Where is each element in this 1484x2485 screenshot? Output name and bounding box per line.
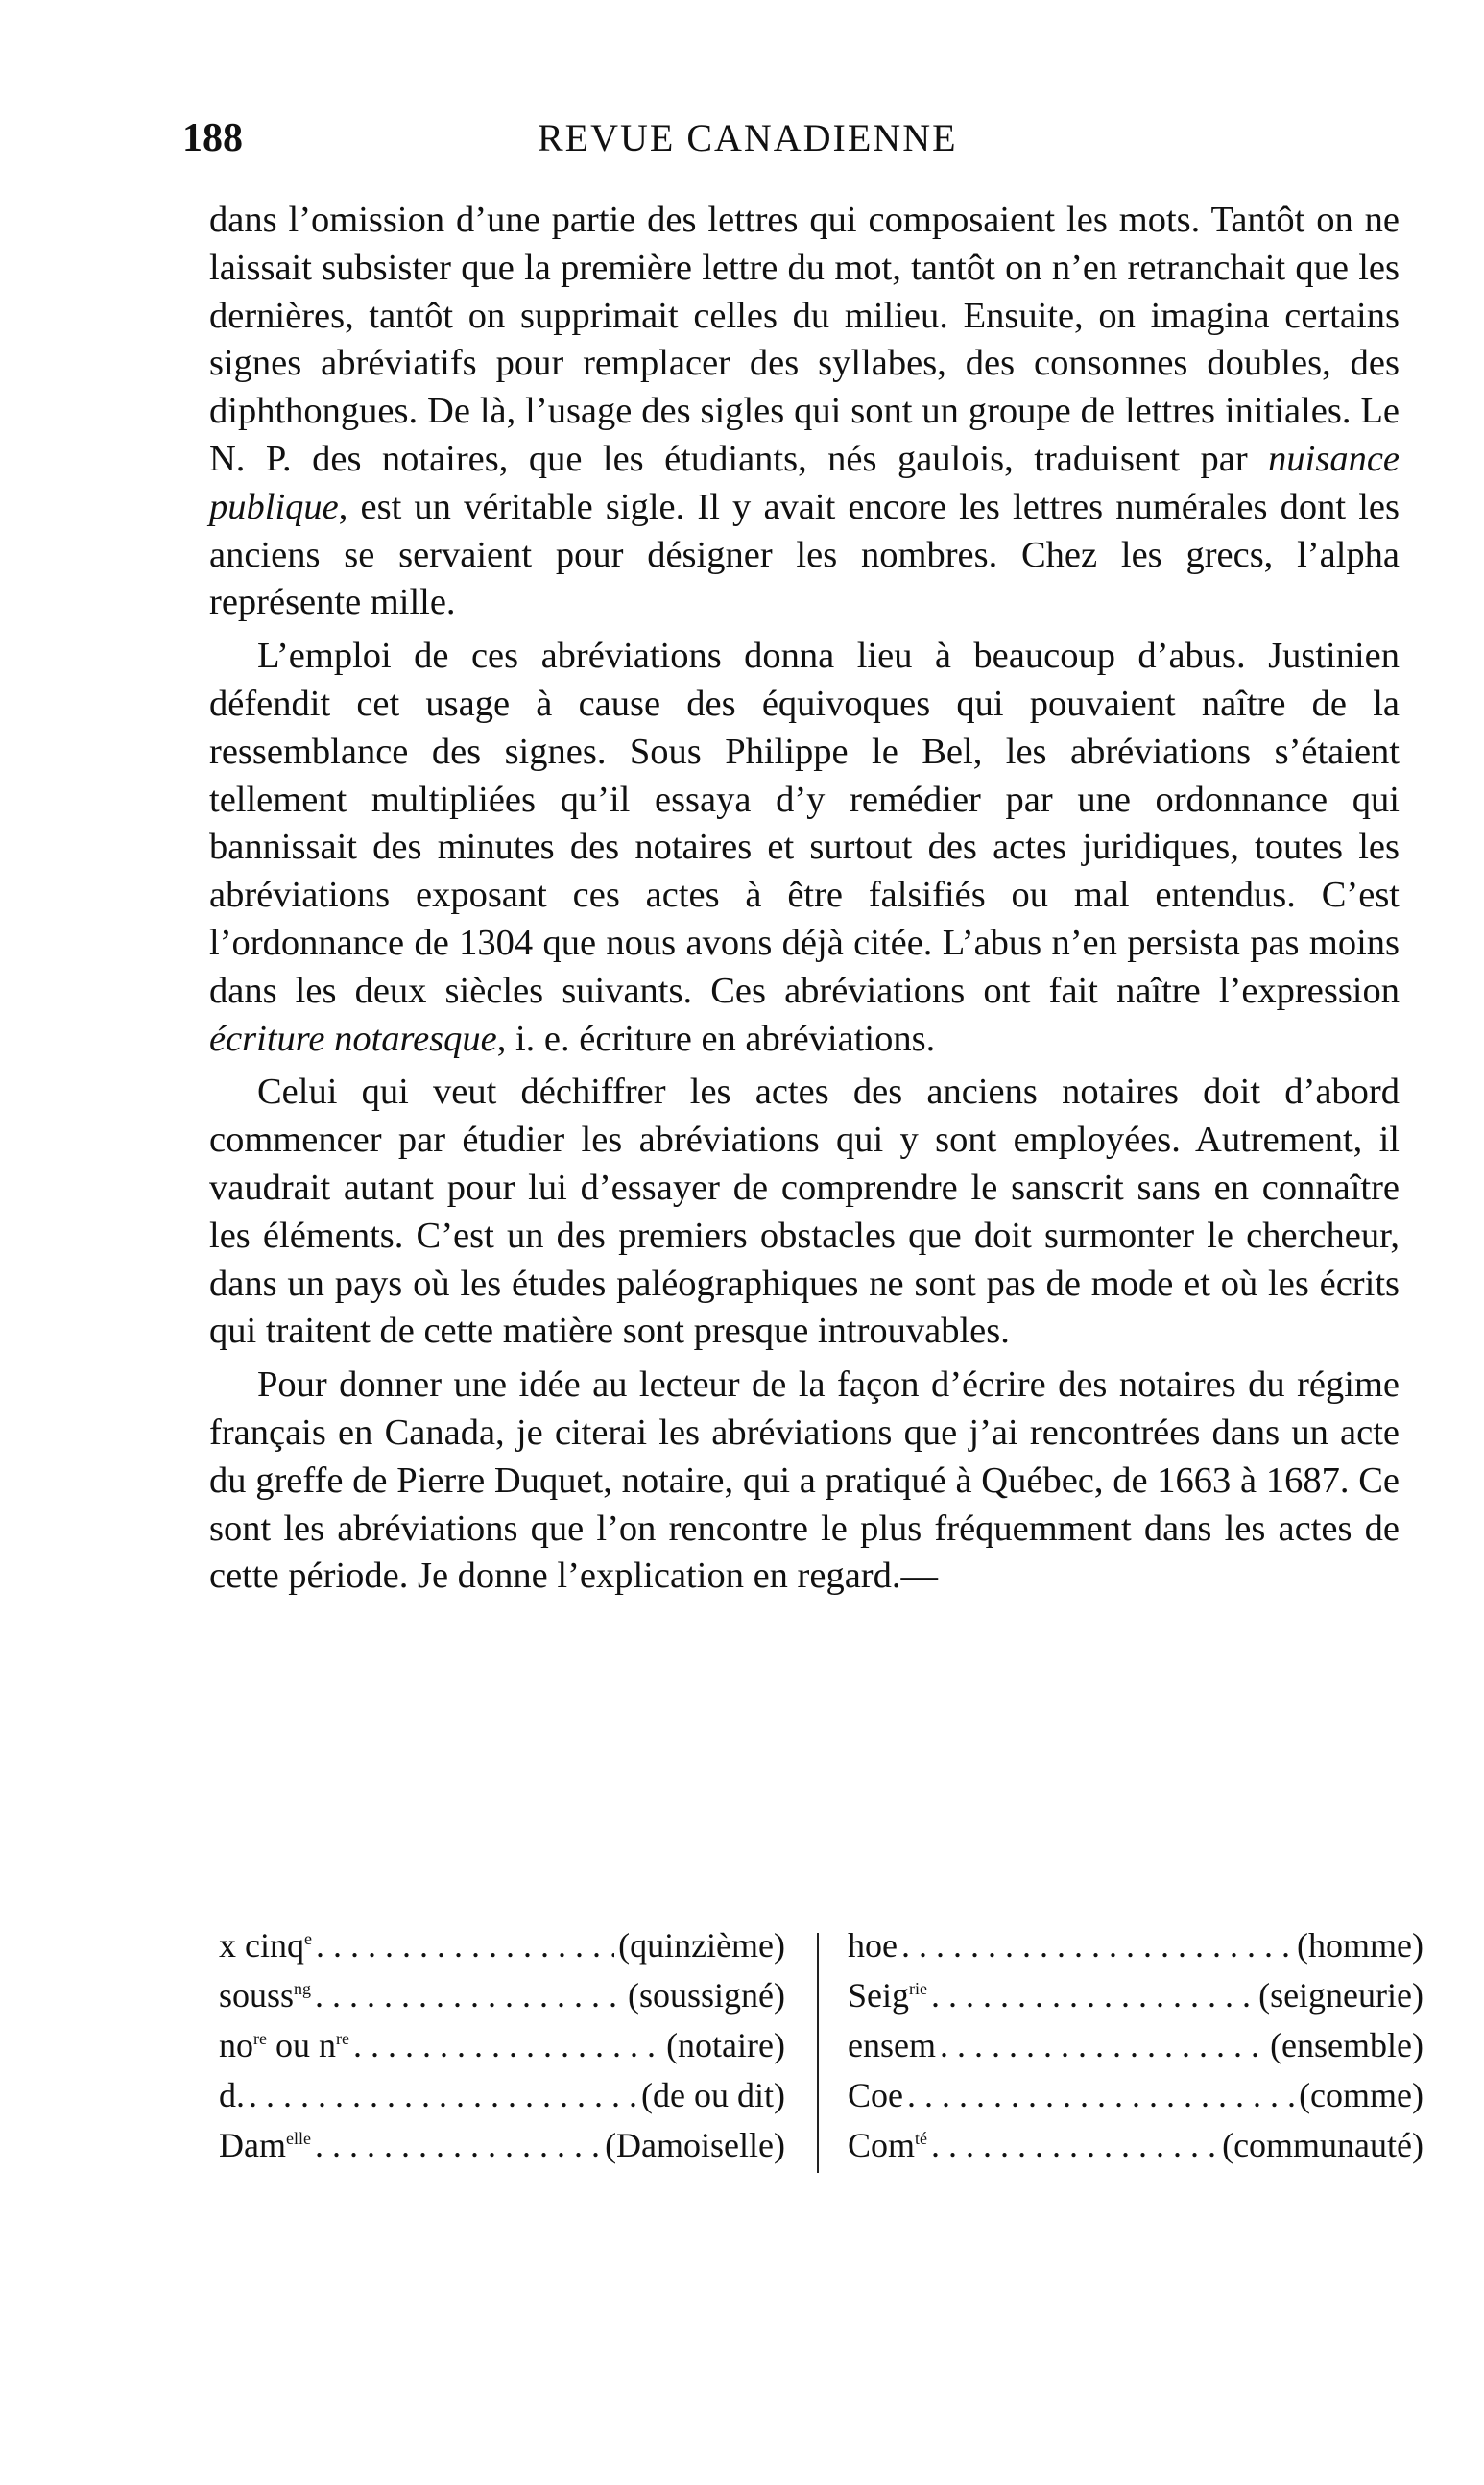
abbreviation-row [848,2125,1424,2175]
paragraph [209,633,1400,1063]
abbreviation-term: x cinq$^e$ [219,1926,312,1965]
abbreviation-meaning: (de ou dit) [641,2076,785,2114]
abbreviation-row [219,1975,785,2025]
italic-text: écriture notaresque [209,1018,497,1059]
abbreviation-table [219,1925,1424,2184]
text-run: L’emploi de ces abréviations donna lieu à beaucoup d’abus. Justinien défendit cet usage à cause des équivoques qui pouvaient naître de la ressemblance des signes. Sous Philippe le Bel, les abréviations s’étaient tellement multipliées qu’il essaya d’y remédier par une ordonnance qui bannissait des minutes des notaires et surtout des actes juridiques, toutes les abréviations exposant ces actes à être falsifiés ou mal entendus. C’est l’ordonnance de 1304 que nous avons déjà citée. L’abus n’en persista pas moins dans les deux siècles suivants. Ces abréviations ont fait naître l’expression [209,636,1400,1011]
abbreviation-row [848,1975,1424,2025]
paragraph [209,1362,1400,1601]
abbreviation-meaning: (seigneurie) [1258,1976,1424,2015]
page-number: 188 [182,116,243,160]
text-run: , est un véritable sigle. Il y avait encore les lettres numérales dont les anciens se servaient pour désigner les nombres. Chez les grecs, l’alpha représente mille. [209,486,1400,623]
leader-dots [931,1975,1255,2015]
abbreviation-term: Com$^{té}$ [848,2126,928,2164]
page-header [182,115,1411,182]
leader-dots [353,2025,662,2065]
abbreviation-meaning: (communauté) [1222,2126,1424,2164]
abbreviation-row [219,2075,785,2125]
paragraph [209,1069,1400,1356]
abbreviation-term: d. [219,2076,245,2114]
leader-dots [940,2025,1266,2065]
abbreviation-row [219,2125,785,2175]
abbreviation-row [219,1925,785,1975]
abbreviation-row [848,2025,1424,2075]
abbreviation-row [848,2075,1424,2125]
abbreviation-column-left [219,1925,785,2175]
abbreviation-column-right [848,1925,1424,2175]
abbreviation-term: Coe [848,2076,903,2114]
leader-dots [907,2075,1295,2115]
abbreviation-term: Seig$^{rie}$ [848,1976,927,2015]
abbreviation-row [848,1925,1424,1975]
body-text [209,197,1400,1606]
leader-dots [249,2075,637,2115]
abbreviation-term: $no^{re}$ ou $n^{re}$ [219,2026,349,2064]
paragraph [209,197,1400,627]
leader-dots [316,1925,614,1966]
abbreviation-meaning: (notaire) [666,2026,785,2064]
leader-dots [931,2125,1218,2165]
text-run: , i. e. écriture en abréviations. [496,1018,936,1059]
italic-text: nuisance publique [209,438,1400,527]
abbreviation-term: Dam$^{elle}$ [219,2126,311,2164]
abbreviation-meaning: (comme) [1299,2076,1424,2114]
abbreviation-term: souss$^{ng}$ [219,1976,312,2015]
leader-dots [315,1975,624,2015]
abbreviation-meaning: (soussigné) [628,1976,785,2015]
abbreviation-term: hoe [848,1926,898,1965]
column-divider [817,1933,819,2173]
text-run: dans l’omission d’une partie des lettres qui composaient les mots. Tantôt on ne laissait subsister que la première lettre du mot, tantôt on n’en retranchait que les dernières, tantôt on supprimait celles du milieu. Ensuite, on imagina certains signes abréviatifs pour remplacer des syllabes, des consonnes doubles, des diphthongues. De là, l’usage des sigles qui sont un groupe de lettres initiales. Le N. P. des notaires, que les étudiants, nés gaulois, traduisent par [209,200,1400,479]
text-run: Pour donner une idée au lecteur de la façon d’écrire des notaires du régime français en Canada, je citerai les abréviations que j’ai rencontrées dans un acte du greffe de Pierre Duquet, notaire, qui a pratiqué à Québec, de 1663 à 1687. Ce sont les abréviations que l’on rencontre le plus fréquemment dans les actes de cette période. Je donne l’explication en regard.— [209,1364,1400,1597]
abbreviation-meaning: (ensemble) [1270,2026,1424,2064]
abbreviation-row [219,2025,785,2075]
abbreviation-meaning: (homme) [1297,1926,1424,1965]
abbreviation-meaning: (quinzième) [618,1926,785,1965]
leader-dots [901,1925,1293,1966]
abbreviation-meaning: (Damoiselle) [605,2126,785,2164]
abbreviation-term: ensem [848,2026,936,2064]
running-head: REVUE CANADIENNE [538,116,958,159]
leader-dots [315,2125,601,2165]
text-run: Celui qui veut déchiffrer les actes des anciens notaires doit d’abord commencer par étudier les abréviations qui y sont employées. Autrement, il vaudrait autant pour lui d’essayer de comprendre le sanscrit sans en connaître les éléments. C’est un des premiers obstacles que doit surmonter le chercheur, dans un pays où les études paléographiques ne sont pas de mode et où les écrits qui traitent de cette matière sont presque introuvables. [209,1072,1400,1352]
